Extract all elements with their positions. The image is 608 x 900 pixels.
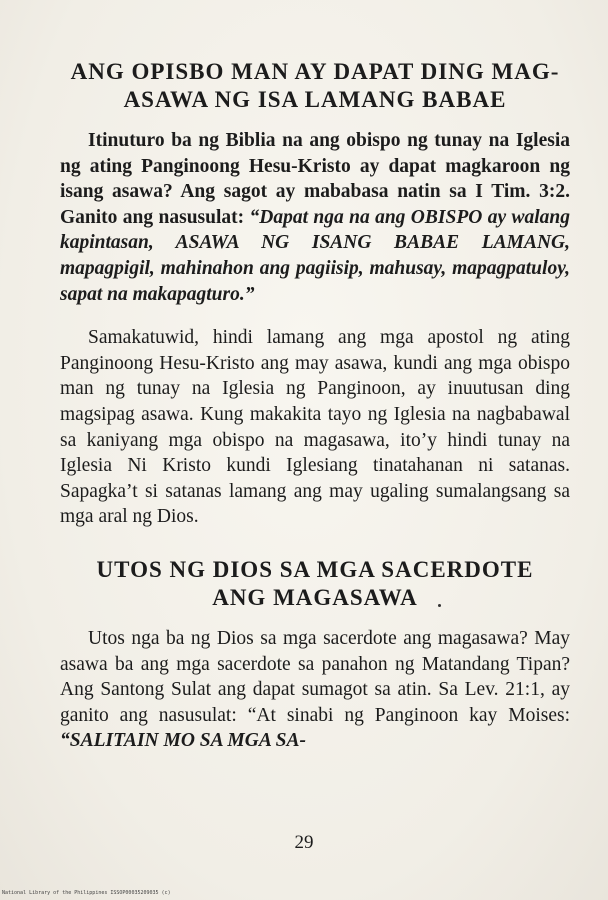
section1-title-line1: ANG OPISBO MAN AY DAPAT DING MAG- [70, 59, 560, 84]
library-footer: National Library of the Philippines ISSOP00035209035 (c) [2, 890, 171, 896]
section1-paragraph1 [60, 128, 570, 307]
section1-title-line2: ASAWA NG ISA LAMANG BABAE [123, 87, 507, 112]
section1-paragraph2: Samakatuwid, hindi lamang ang mga apostol ng ating Panginoong Hesu-Kristo ang may asawa, kundi ang mga obispo man ng tunay na Iglesia ng Panginoon, ay inuutusan ding magsipag asawa. Kung makakita tayo ng Iglesia na nagbabawal sa kaniyang mga obispo na magasawa, ito’y hindi tunay na Iglesia Ni Kristo kundi Iglesiang tinatahanan ni satanas. Sapagka’t si satanas lamang ang may ugaling sumalangsang sa mga aral ng Dios. [60, 327, 570, 528]
section2-title [60, 556, 570, 612]
section2-title-line2: ANG MAGASAWA [212, 584, 418, 610]
section1-paragraph1-text: Itinuturo ba ng Biblia na ang obispo ng tunay na Iglesia ng ating Panginoong Hesu-Kristo ay dapat magkaroon ng isang asawa? Ang sagot ay mababasa natin sa I Tim. 3:2. Ganito ang nasusulat: [60, 130, 570, 228]
section2-scripture-quote: “SALITAIN MO SA MGA SA- [60, 730, 307, 752]
section1-title [60, 58, 570, 114]
section1-scripture-quote: “Dapat nga na ang OBISPO ay walang kapintasan, ASAWA NG ISANG BABAE LAMANG, mapagpigil, mahinahon ang pagiisip, mahusay, mapagpatuloy, sapat na makapagturo.” [60, 206, 570, 305]
section2-title-line1: UTOS NG DIOS SA MGA SACERDOTE [96, 556, 534, 582]
section2-paragraph1-text: Utos nga ba ng Dios sa mga sacerdote ang magasawa? May asawa ba ang mga sacerdote sa panahon ng Matandang Tipan? Ang Santong Sulat ang dapat sumagot sa atin. Sa Lev. 21:1, ay ganito ang nasusulat: “At sinabi ng Panginoon kay Moises: [60, 627, 570, 726]
page-content [60, 58, 570, 754]
page-number: 29 [294, 832, 314, 853]
section2-paragraph1 [60, 626, 570, 754]
print-speck [438, 604, 441, 607]
